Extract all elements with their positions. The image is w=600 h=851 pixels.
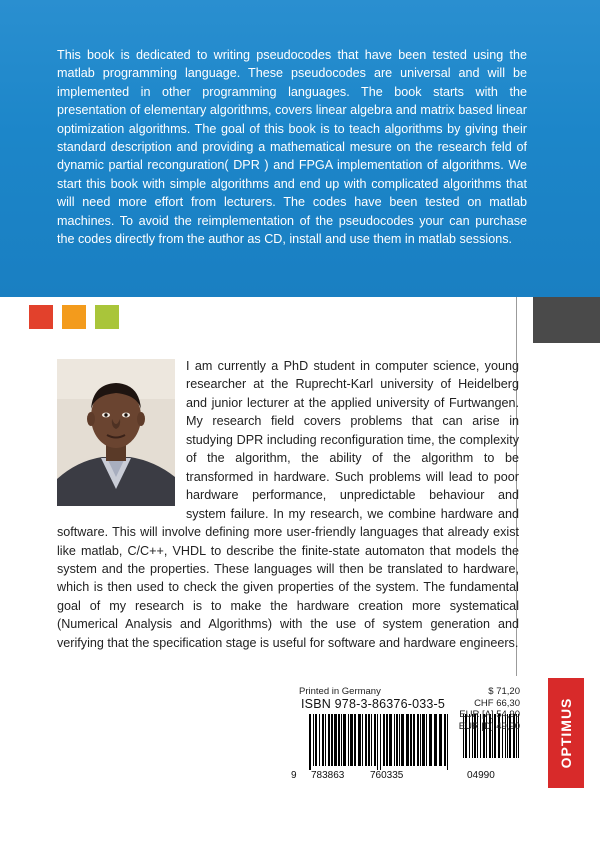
publisher-logo bbox=[548, 678, 584, 788]
green-square-decoration bbox=[95, 305, 119, 329]
book-blurb: This book is dedicated to writing pseudocodes that have been tested using the matlab programming language. These pseudocodes are universal and will be implemented in other programming languages. The book starts with the presentation of elementary algorithms, covers linear algebra and matrix based linear optimization algorithms. The goal of this book is to teach algorithms by giving their standard description and providing a mathematical mesure on the research feld of dynamic partial reconguration( DPR ) and FPGA implementation of algorithms. We start this book with simple algorithms and end up with complicated algorithms that will need more effort from lecturers. The codes have been tested on matlab machines. To avoid the reimplementation of the pseudocodes your can purchase the codes directly from the author as CD, install and use them in matlab sessions. bbox=[57, 48, 527, 247]
orange-square-decoration bbox=[62, 305, 86, 329]
isbn-label: ISBN 978-3-86376-033-5 bbox=[301, 697, 446, 711]
price-list bbox=[456, 686, 520, 732]
publisher-name: OPTIMUS bbox=[558, 697, 574, 769]
barcode-digits-group-2: 760335 bbox=[370, 770, 404, 781]
price-eur-d: EUR [D] 49,90 bbox=[458, 720, 520, 732]
price-eur-a: EUR [A] 54,90 bbox=[459, 709, 520, 720]
price-chf: CHF 66,30 bbox=[474, 697, 520, 709]
price-usd: $ 71,20 bbox=[488, 686, 520, 697]
grey-tab-decoration bbox=[533, 297, 600, 343]
author-bio-text: I am currently a PhD student in computer science, young researcher at the Ruprecht-Karl university of Heidelberg and junior lecturer at the applied university of Furtwangen. My research field covers problems that can arise in studying DPR including reconfiguration time, the complexity of the algorithm, the ability of the algorithm to be transformed in hardware. Such problems will lead to poor hardware performance, unpredictable behaviour and system failure. In my research, we combine hardware and software. This will involve defining more user-friendly languages that already exist like matlab, C/C++, VHDL to describe the finite-state automaton that models the system and the properties. These languages will then be translated to hardware, which is then used to check the given properties of the system. The fundamental goal of my research is to make the hardware creation more systematical (Numerical Analysis and Algorithms) with the use of system generation and verifying that the specification stage is useful for software and hardware engineers. bbox=[57, 359, 519, 650]
barcode-digit-prefix: 9 bbox=[291, 770, 297, 781]
red-square-decoration bbox=[29, 305, 53, 329]
barcode-digits-group-1: 783863 bbox=[311, 770, 345, 781]
printed-in-label: Printed in Germany bbox=[299, 686, 381, 697]
author-bio bbox=[57, 357, 519, 652]
barcode-addon-digits: 04990 bbox=[467, 770, 495, 781]
photo-spacer bbox=[57, 357, 186, 517]
